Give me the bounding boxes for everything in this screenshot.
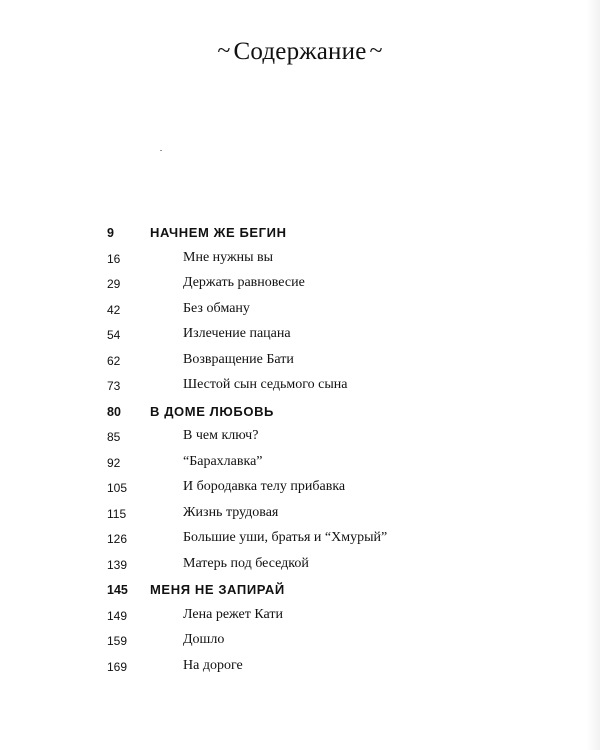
print-speck — [160, 150, 162, 151]
toc-section-row — [0, 248, 600, 274]
toc-page-number: 54 — [107, 328, 121, 342]
toc-page-number: 126 — [107, 532, 128, 546]
toc-section-row — [0, 273, 600, 299]
title-ornament-left: ~ — [217, 38, 231, 64]
toc-section-title: “Барахлавка” — [183, 453, 263, 469]
toc-section-row — [0, 630, 600, 656]
toc-chapter-title: В ДОМЕ ЛЮБОВЬ — [150, 403, 275, 419]
toc-section-row — [0, 528, 600, 554]
toc-page-number: 42 — [107, 302, 121, 317]
toc-chapter-row — [0, 579, 600, 605]
toc-chapter-row — [0, 222, 600, 248]
toc-section-row — [0, 324, 600, 350]
toc-page-number: 149 — [107, 608, 128, 623]
toc-section-row — [0, 375, 600, 401]
toc-section-row — [0, 656, 600, 682]
toc-section-title: Матерь под беседкой — [183, 555, 309, 571]
toc-section-title: Мне нужны вы — [183, 249, 274, 265]
toc-section-row — [0, 554, 600, 580]
toc-section-title: Держать равновесие — [183, 275, 305, 290]
toc-page-number: 62 — [107, 353, 121, 368]
toc-page-number: 115 — [107, 506, 127, 521]
toc-section-row — [0, 503, 600, 529]
toc-page-number: 159 — [107, 634, 128, 648]
toc-section-row — [0, 605, 600, 631]
toc-section-title: Излечение пацана — [183, 326, 291, 341]
toc-section-title: Жизнь трудовая — [183, 504, 279, 520]
toc-section-row — [0, 426, 600, 452]
toc-section-title: Лена режет Кати — [183, 606, 283, 622]
toc-section-title: На дороге — [183, 657, 243, 673]
toc-page-number: 169 — [107, 659, 128, 674]
toc-section-row — [0, 452, 600, 478]
page-title — [0, 38, 600, 66]
toc-page-number: 105 — [107, 481, 128, 495]
toc-section-title: Большие уши, братья и “Хмурый” — [183, 530, 388, 545]
toc-page-number: 73 — [107, 379, 121, 393]
table-of-contents — [0, 222, 600, 681]
page-title-text: Содержание — [233, 38, 367, 65]
toc-section-title: Без обману — [183, 300, 250, 316]
toc-section-row — [0, 477, 600, 503]
toc-section-title: Дошло — [183, 632, 225, 647]
toc-section-row — [0, 299, 600, 325]
toc-section-row — [0, 350, 600, 376]
toc-chapter-row — [0, 401, 600, 427]
toc-section-title: И бородавка телу прибавка — [183, 479, 346, 494]
toc-page-number: 16 — [107, 251, 121, 266]
toc-section-title: В чем ключ? — [183, 428, 259, 443]
toc-page-number: 29 — [107, 277, 121, 291]
toc-page-number: 145 — [107, 583, 128, 597]
toc-section-title: Шестой сын седьмого сына — [183, 377, 348, 392]
toc-chapter-title: НАЧНЕМ ЖЕ БЕГИН — [150, 225, 287, 240]
title-ornament-right: ~ — [369, 38, 383, 64]
toc-page-number: 139 — [107, 557, 128, 572]
toc-page-number: 80 — [107, 404, 121, 419]
toc-page-number: 92 — [107, 455, 121, 470]
toc-page-number: 85 — [107, 430, 121, 444]
toc-page-number: 9 — [107, 226, 114, 240]
toc-chapter-title: МЕНЯ НЕ ЗАПИРАЙ — [150, 582, 285, 597]
toc-section-title: Возвращение Бати — [183, 351, 294, 367]
